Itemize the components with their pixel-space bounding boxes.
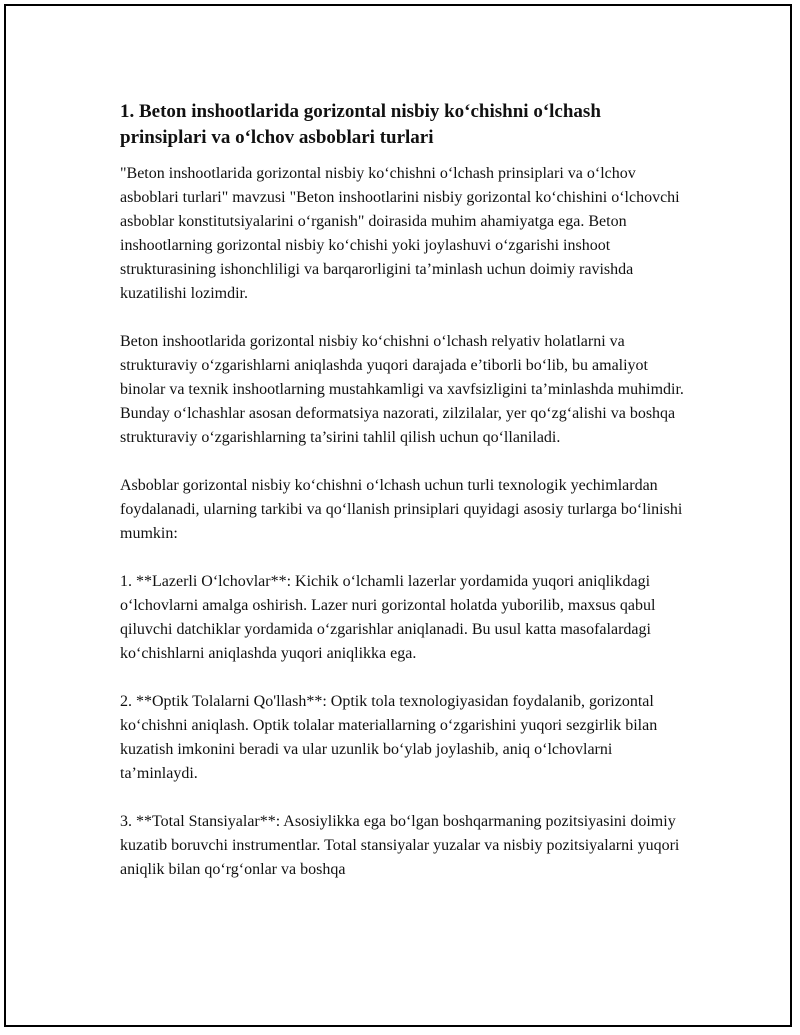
list-item-optical-fiber: 2. **Optik Tolalarni Qo'llash**: Optik tola texnologiyasidan foydalanib, gorizontal ko‘chishni aniqlash. Optik tolalar materiallarning o‘zgarishini yuqori sezgirlik bilan kuzatish imkonini beradi va ular uzunlik bo‘ylab joylashib, aniq o‘lchovlarni ta’minlaydi. [120, 693, 658, 782]
section-heading: 1. Beton inshootlarida gorizontal nisbiy ko‘chishni o‘lchash prinsiplari va o‘lchov asboblari turlari [120, 101, 601, 148]
document-body [120, 99, 686, 906]
paragraph-purpose: Beton inshootlarida gorizontal nisbiy ko‘chishni o‘lchash relyativ holatlarni va strukturaviy o‘zgarishlarni aniqlashda yuqori darajada e’tiborli bo‘lib, bu amaliyot binolar va texnik inshootlarning mustahkamligi va xavfsizligini ta’minlashda muhimdir. Bunday o‘lchashlar asosan deformatsiya nazorati, zilzilalar, yer qo‘zg‘alishi va boshqa strukturaviy o‘zgarishlarning ta’sirini tahlil qilish uchun qo‘llaniladi. [120, 333, 684, 446]
list-item-total-station: 3. **Total Stansiyalar**: Asosiylikka ega bo‘lgan boshqarmaning pozitsiyasini doimiy kuzatib boruvchi instrumentlar. Total stansiyalar yuzalar va nisbiy pozitsiyalarni yuqori aniqlik bilan qo‘rg‘onlar va boshqa [120, 813, 680, 878]
paragraph-instrument-types: Asboblar gorizontal nisbiy ko‘chishni o‘lchash uchun turli texnologik yechimlardan foydalanadi, ularning tarkibi va qo‘llanish prinsiplari quyidagi asosiy turlarga bo‘linishi mumkin: [120, 477, 683, 542]
document-page [4, 4, 792, 1027]
paragraph-intro: "Beton inshootlarida gorizontal nisbiy ko‘chishni o‘lchash prinsiplari va o‘lchov asboblari turlari" mavzusi "Beton inshootlarini nisbiy gorizontal ko‘chishini o‘lchovchi asboblar konstitutsiyalarini o‘rganish" doirasida muhim ahamiyatga ega. Beton inshootlarning gorizontal nisbiy ko‘chishi yoki joylashuvi o‘zgarishi inshoot strukturasining ishonchliligi va barqarorligini ta’minlash uchun doimiy ravishda kuzatilishi lozimdir. [120, 165, 680, 302]
list-item-laser: 1. **Lazerli O‘lchovlar**: Kichik o‘lchamli lazerlar yordamida yuqori aniqlikdagi o‘lchovlarni amalga oshirish. Lazer nuri gorizontal holatda yuborilib, maxsus qabul qiluvchi datchiklar yordamida o‘zgarishlar aniqlanadi. Bu usul katta masofalardagi ko‘chishlarni aniqlashda yuqori aniqlikka ega. [120, 573, 656, 662]
